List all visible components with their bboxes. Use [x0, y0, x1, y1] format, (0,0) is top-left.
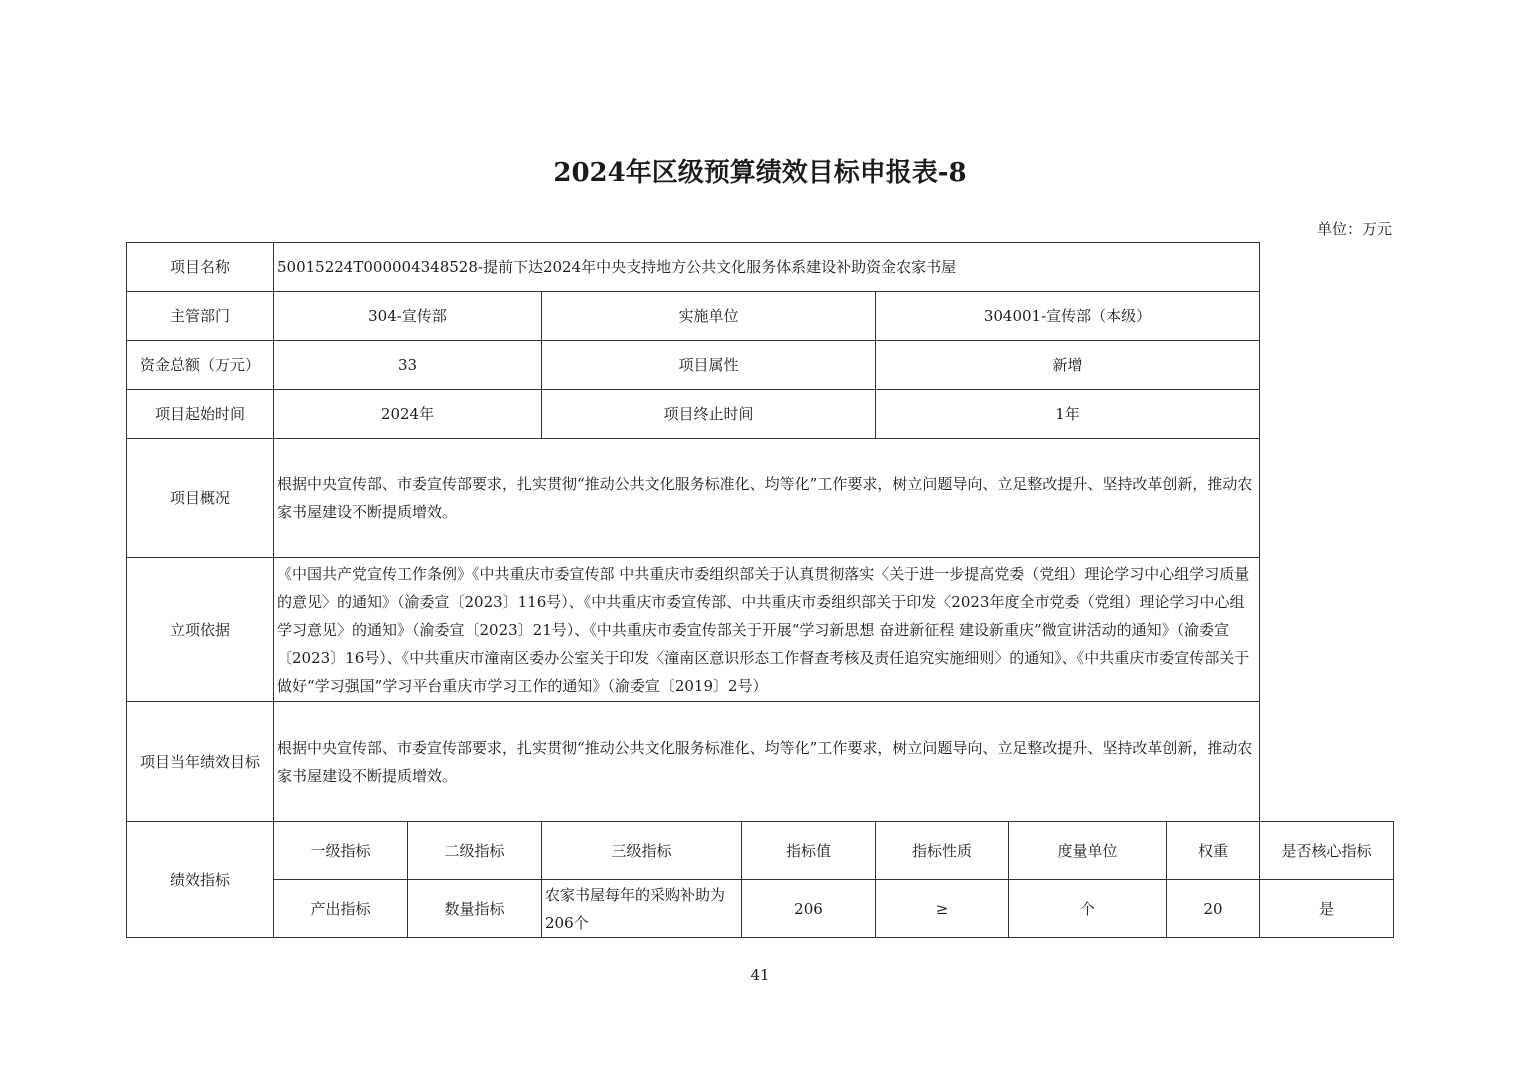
end-time-value: 1年 [876, 390, 1260, 439]
department-label: 主管部门 [127, 292, 274, 341]
indicator-header: 一级指标 [274, 822, 408, 880]
row-project-name [127, 243, 1394, 292]
basis-label: 立项依据 [127, 558, 274, 702]
row-basis [127, 558, 1394, 702]
indicator-cell: 产出指标 [274, 880, 408, 938]
unit-label: 单位：万元 [1316, 220, 1392, 238]
indicators-label: 绩效指标 [127, 822, 274, 938]
project-name-label: 项目名称 [127, 243, 274, 292]
indicator-cell: 数量指标 [408, 880, 542, 938]
row-goal [127, 702, 1394, 822]
basis-value: 《中国共产党宣传工作条例》《中共重庆市委宣传部 中共重庆市委组织部关于认真贯彻落实〈关于进一步提高党委（党组）理论学习中心组学习质量的意见〉的通知》（渝委宣〔2023〕116号）、《中共重庆市委宣传部、中共重庆市委组织部关于印发〈2023年度全市党委（党组）理论学习中心组学习意见〉的通知》（渝委宣〔2023〕21号）、《中共重庆市委宣传部关于开展“学习新思想 奋进新征程 建设新重庆”微宣讲活动的通知》（渝委宣〔2023〕16号）、《中共重庆市潼南区委办公室关于印发〈潼南区意识形态工作督查考核及责任追究实施细则〉的通知》、《中共重庆市委宣传部关于做好“学习强国”学习平台重庆市学习工作的通知》（渝委宣〔2019〕2号） [274, 558, 1260, 702]
impl-unit-value: 304001-宣传部（本级） [876, 292, 1260, 341]
row-overview [127, 439, 1394, 558]
indicator-header: 二级指标 [408, 822, 542, 880]
overview-label: 项目概况 [127, 439, 274, 558]
page-number: 41 [750, 966, 770, 984]
indicator-cell: 206 [742, 880, 876, 938]
indicator-header: 指标性质 [876, 822, 1009, 880]
indicator-cell: 农家书屋每年的采购补助为206个 [542, 880, 742, 938]
indicator-cell: 个 [1009, 880, 1167, 938]
indicator-cell: 20 [1167, 880, 1260, 938]
indicator-cell: ≥ [876, 880, 1009, 938]
indicator-header: 三级指标 [542, 822, 742, 880]
row-time [127, 390, 1394, 439]
department-value: 304-宣传部 [274, 292, 542, 341]
budget-form-table [126, 242, 1394, 938]
overview-value: 根据中央宣传部、市委宣传部要求，扎实贯彻“推动公共文化服务标准化、均等化”工作要求，树立问题导向、立足整改提升、坚持改革创新，推动农家书屋建设不断提质增效。 [274, 439, 1260, 558]
start-time-label: 项目起始时间 [127, 390, 274, 439]
goal-value: 根据中央宣传部、市委宣传部要求，扎实贯彻“推动公共文化服务标准化、均等化”工作要求，树立问题导向、立足整改提升、坚持改革创新，推动农家书屋建设不断提质增效。 [274, 702, 1260, 822]
indicator-cell: 是 [1260, 880, 1394, 938]
impl-unit-label: 实施单位 [542, 292, 876, 341]
indicator-header: 度量单位 [1009, 822, 1167, 880]
page-title: 2024年区级预算绩效目标申报表-8 [553, 158, 967, 188]
indicator-header: 权重 [1167, 822, 1260, 880]
project-name-value: 50015224T000004348528-提前下达2024年中央支持地方公共文化服务体系建设补助资金农家书屋 [274, 243, 1260, 292]
indicator-header: 是否核心指标 [1260, 822, 1394, 880]
indicator-header: 指标值 [742, 822, 876, 880]
end-time-label: 项目终止时间 [542, 390, 876, 439]
start-time-value: 2024年 [274, 390, 542, 439]
row-funds [127, 341, 1394, 390]
funds-value: 33 [274, 341, 542, 390]
goal-label: 项目当年绩效目标 [127, 702, 274, 822]
indicator-row [127, 880, 1394, 938]
project-attr-value: 新增 [876, 341, 1260, 390]
row-indicator-headers [127, 822, 1394, 880]
funds-label: 资金总额（万元） [127, 341, 274, 390]
project-attr-label: 项目属性 [542, 341, 876, 390]
row-department [127, 292, 1394, 341]
